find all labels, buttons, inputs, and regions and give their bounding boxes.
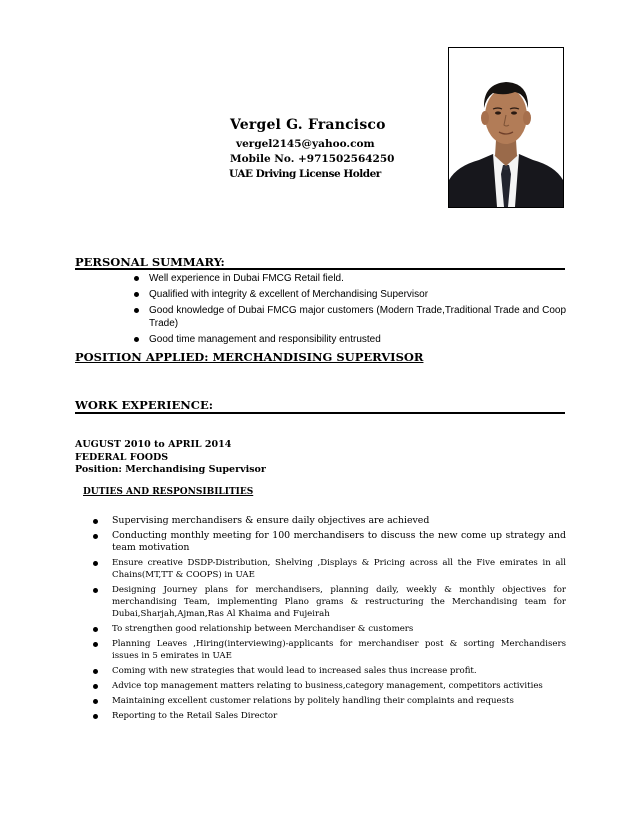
personal-summary-heading: PERSONAL SUMMARY:: [75, 255, 225, 269]
job-details: [75, 439, 266, 477]
bullet-dot-icon: [134, 276, 139, 281]
email-line: vergel2145@yahoo.com: [236, 138, 375, 150]
license-line: UAE Driving License Holder: [229, 168, 381, 180]
list-item: Well experience in Dubai FMCG Retail field.: [130, 272, 566, 285]
candidate-name: Vergel G. Francisco: [230, 117, 386, 133]
position-applied-heading: POSITION APPLIED: MERCHANDISING SUPERVISOR: [75, 350, 424, 364]
list-item: Advice top management matters relating to business,category management, competitors activities: [92, 680, 566, 692]
bullet-dot-icon: [93, 642, 98, 647]
bullet-dot-icon: [93, 714, 98, 719]
list-item: Conducting monthly meeting for 100 merchandisers to discuss the new come up strategy and team motivation: [92, 530, 566, 554]
list-item: Reporting to the Retail Sales Director: [92, 710, 566, 722]
duties-list: [92, 515, 566, 725]
bullet-dot-icon: [93, 699, 98, 704]
list-item: Coming with new strategies that would lead to increased sales thus increase profit.: [92, 665, 566, 677]
bullet-dot-icon: [93, 534, 98, 539]
personal-summary-list: [130, 272, 566, 349]
bullet-dot-icon: [93, 519, 98, 524]
list-item: Qualified with integrity & excellent of Merchandising Supervisor: [130, 288, 566, 301]
list-item: Maintaining excellent customer relations by politely handling their complaints and requests: [92, 695, 566, 707]
section-divider: [75, 412, 565, 414]
bullet-dot-icon: [93, 561, 98, 566]
list-item: To strengthen good relationship between Merchandiser & customers: [92, 623, 566, 635]
bullet-dot-icon: [134, 292, 139, 297]
bullet-dot-icon: [93, 588, 98, 593]
mobile-line: Mobile No. +971502564250: [230, 153, 395, 165]
bullet-dot-icon: [93, 627, 98, 632]
bullet-dot-icon: [93, 684, 98, 689]
contact-header: [226, 117, 416, 182]
work-experience-heading: WORK EXPERIENCE:: [75, 398, 213, 412]
bullet-dot-icon: [134, 308, 139, 313]
list-item: Designing Journey plans for merchandisers, planning daily, weekly & monthly objectives for merchandising Team, implementing Plano grams & restructuring the Merchandising team for Dubai,Sharjah,Ajman,Ras Al Khaima and Fujeirah: [92, 584, 566, 620]
person-portrait-icon: [449, 48, 563, 207]
list-item: Planning Leaves ,Hiring(interviewing)-applicants for merchandiser post & sorting Merchandisers issues in 5 emirates in UAE: [92, 638, 566, 662]
list-item: Good time management and responsibility entrusted: [130, 333, 566, 346]
profile-photo: [448, 47, 564, 208]
job-company: FEDERAL FOODS: [75, 451, 169, 463]
section-divider: [75, 268, 565, 270]
bullet-dot-icon: [134, 337, 139, 342]
job-position: Position: Merchandising Supervisor: [75, 464, 266, 475]
duties-heading: DUTIES AND RESPONSIBILITIES: [83, 487, 254, 497]
list-item: Good knowledge of Dubai FMCG major customers (Modern Trade,Traditional Trade and Coop Trade): [130, 304, 566, 330]
list-item: Ensure creative DSDP-Distribution, Shelving ,Displays & Pricing across all the Five emirates in all Chains(MT,TT & COOPS) in UAE: [92, 557, 566, 581]
list-item: Supervising merchandisers & ensure daily objectives are achieved: [92, 515, 566, 527]
job-period: AUGUST 2010 to APRIL 2014: [75, 439, 232, 450]
bullet-dot-icon: [93, 669, 98, 674]
